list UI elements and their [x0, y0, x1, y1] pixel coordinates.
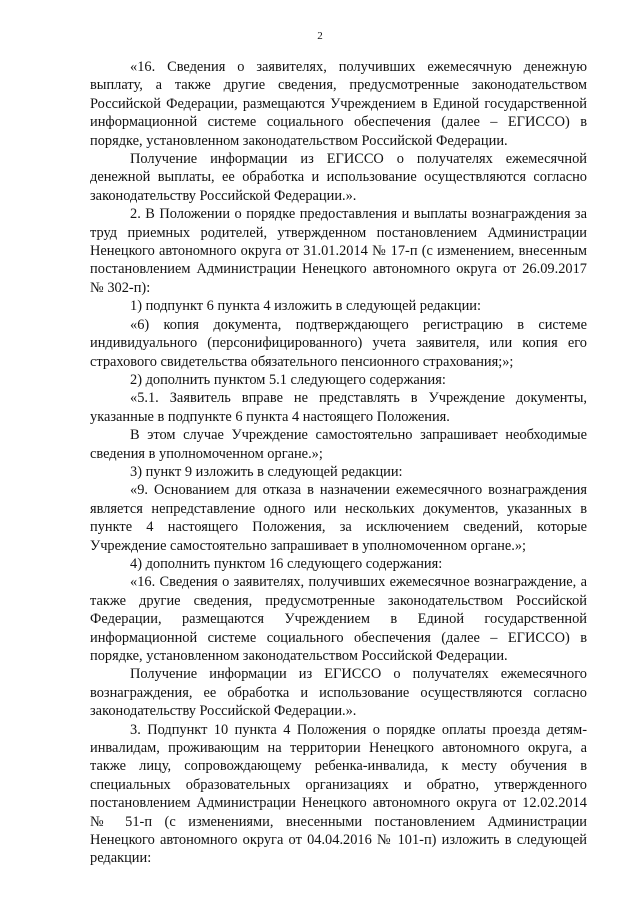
paragraph: Получение информации из ЕГИССО о получателях ежемесячного вознаграждения, ее обработка и использование осуществляются согласно законодательству Российской Федерации.». [90, 666, 587, 720]
paragraph: «16. Сведения о заявителях, получивших ежемесячную денежную выплату, а также другие сведения, предусмотренные законодательством Российской Федерации, размещаются Учреждением в Единой государственной информационной системе социального обеспечения (далее – ЕГИССО) в порядке, установленном законодательством Российской Федерации. [90, 59, 587, 149]
paragraph: «9. Основанием для отказа в назначении ежемесячного вознаграждения является непредставление одного или нескольких документов, указанных в пункте 4 настоящего Положения, за исключением сведений, которые Учреждение самостоятельно запрашивает в уполномоченном органе.»; [90, 482, 587, 554]
paragraph: 2. В Положении о порядке предоставления и выплаты вознаграждения за труд приемных родителей, утвержденном постановлением Администрации Ненецкого автономного округа от 31.01.2014 № 17-п (с изменением, внесенным постановлением Администрации Ненецкого автономного округа от 26.09.2017 № 302-п): [90, 206, 587, 296]
paragraph: Получение информации из ЕГИССО о получателях ежемесячной денежной выплаты, ее обработка и использование осуществляются согласно законодательству Российской Федерации.». [90, 151, 587, 204]
paragraph: 4) дополнить пунктом 16 следующего содержания: [130, 555, 443, 572]
paragraph: 3. Подпункт 10 пункта 4 Положения о порядке оплаты проезда детям-инвалидам, проживающим на территории Ненецкого автономного округа, а также лицу, сопровождающему ребенка-инвалида, к месту обучения в специальных образовательных организациях и обратно, утвержденного постановлением Администрации Ненецкого автономного округа от 12.02.2014 № 51-п (с изменениями, внесенными постановлением Администрации Ненецкого автономного округа от 04.04.2016 № 101-п) изложить в следующей редакции: [90, 721, 587, 867]
paragraph: «16. Сведения о заявителях, получивших ежемесячное вознаграждение, а также другие сведения, предусмотренные законодательством Российской Федерации, размещаются Учреждением в Единой государственной информационной системе социального обеспечения (далее – ЕГИССО) в порядке, установленном законодательством Российской Федерации. [90, 574, 587, 664]
page-number: 2 [317, 30, 323, 42]
paragraph: «6) копия документа, подтверждающего регистрацию в системе индивидуального (персонифицированного) учета заявителя, или копия его страхового свидетельства обязательного пенсионного страхования;»; [90, 316, 587, 370]
paragraph: «5.1. Заявитель вправе не представлять в Учреждение документы, указанные в подпункте 6 пункта 4 настоящего Положения. [90, 390, 587, 425]
document-body [90, 58, 587, 868]
paragraph: 1) подпункт 6 пункта 4 изложить в следующей редакции: [130, 298, 481, 315]
paragraph: В этом случае Учреждение самостоятельно запрашивает необходимые сведения в уполномоченном органе.»; [90, 427, 587, 462]
paragraph: 3) пункт 9 изложить в следующей редакции: [130, 463, 403, 480]
paragraph: 2) дополнить пунктом 5.1 следующего содержания: [130, 371, 446, 388]
